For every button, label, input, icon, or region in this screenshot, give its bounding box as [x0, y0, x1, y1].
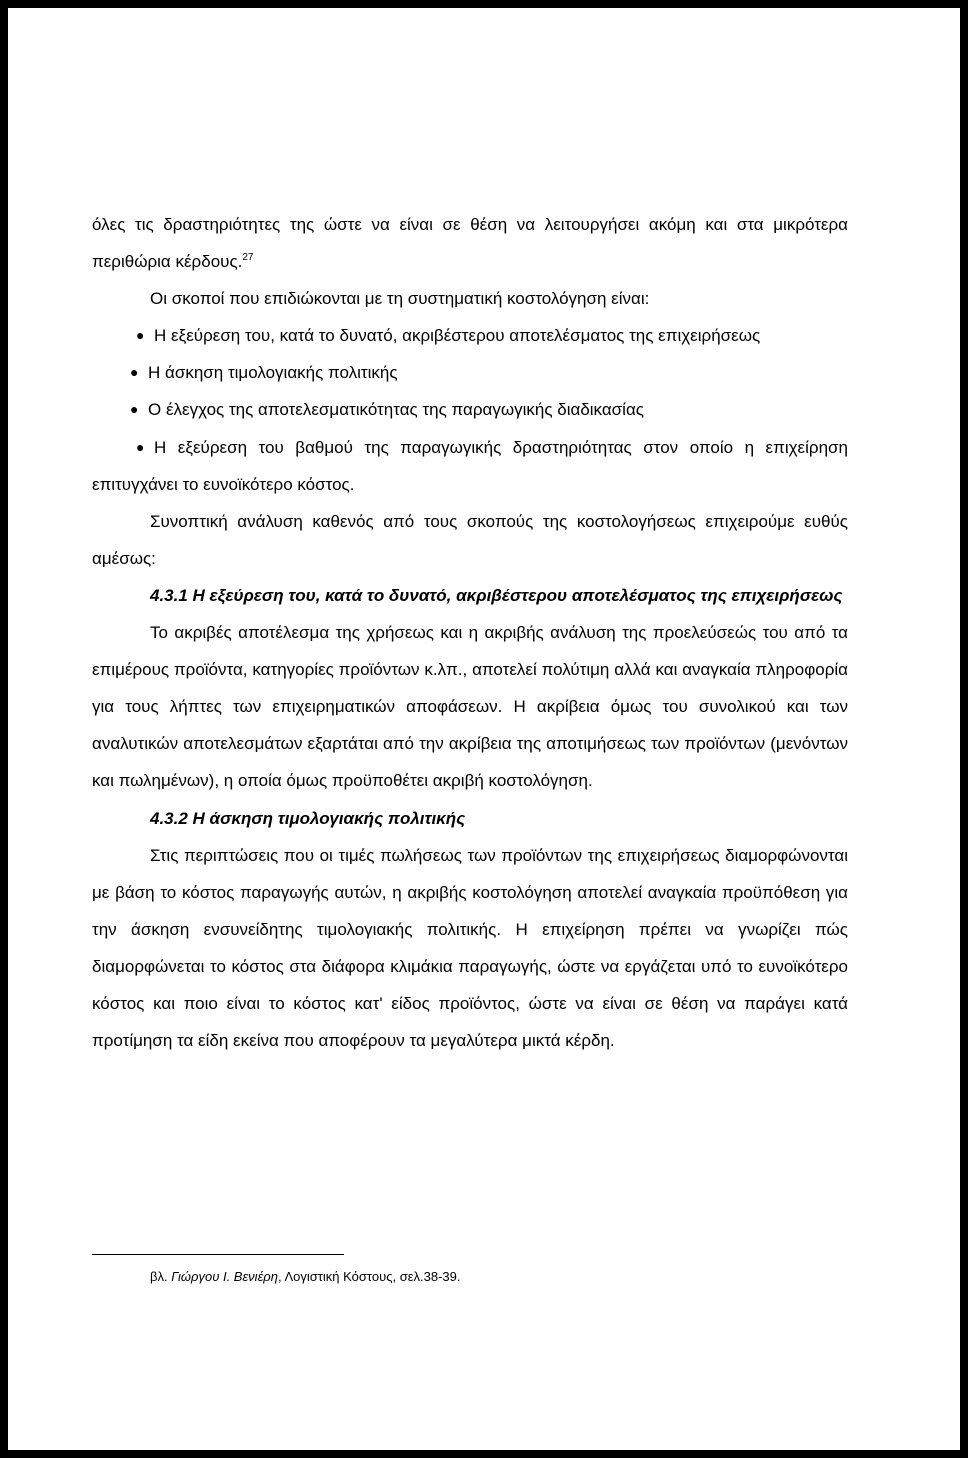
list-item: [130, 391, 848, 428]
paragraph-text: όλες τις δραστηριότητες της ώστε να είναι σε θέση να λειτουργήσει ακόμη και στα μικρότερα περιθώρια κέρδους.: [92, 215, 848, 272]
document-page: [8, 8, 960, 1450]
body-text: [92, 206, 848, 1059]
list-item: [92, 429, 848, 503]
footnote-author: Γιώργου Ι. Βενιέρη: [171, 1269, 278, 1284]
paragraph-summary: Συνοπτική ανάλυση καθενός από τους σκοπούς της κοστολογήσεως επιχειρούμε ευθύς αμέσως:: [92, 511, 848, 568]
bullet-icon: ●: [130, 401, 139, 418]
bullet-icon: ●: [130, 364, 139, 381]
list-item-text: Η εξεύρεση του, κατά το δυνατό, ακριβέστερου αποτελέσματος της επιχειρήσεως: [154, 326, 761, 346]
list-item: [130, 354, 848, 391]
paragraph-intro: Οι σκοποί που επιδιώκονται με τη συστηματική κοστολόγηση είναι:: [150, 289, 650, 309]
footnote-prefix: βλ.: [150, 1269, 172, 1284]
bullet-icon: ●: [136, 438, 145, 455]
list-item-text: Ο έλεγχος της αποτελεσματικότητας της παραγωγικής διαδικασίας: [148, 400, 644, 420]
paragraph: Στις περιπτώσεις που οι τιμές πωλήσεως των προϊόντων της επιχειρήσεως διαμορφώνονται με βάση το κόστος παραγωγής αυτών, η ακριβής κοστολόγηση αποτελεί αναγκαία προϋπόθεση για την άσκηση ενσυνείδητης τιμολογιακής πολιτικής. Η επιχείρηση πρέπει να γνωρίζει πώς διαμορφώνεται το κόστος στα διάφορα κλιμάκια παραγωγής, ώστε να εργάζεται υπό το ευνοϊκότερο κόστος και ποιο είναι το κόστος κατ' είδος προϊόντος, ώστε να είναι σε θέση να παράγει κατά προτίμηση τα είδη εκείνα που αποφέρουν τα μεγαλύτερα μικτά κέρδη.: [92, 845, 848, 1051]
list-item: [92, 317, 848, 354]
footnote-source: , Λογιστική Κόστους, σελ.38-39.: [277, 1269, 461, 1284]
section-heading: 4.3.1 Η εξεύρεση του, κατά το δυνατό, ακριβέστερου αποτελέσματος της επιχειρήσεως: [150, 585, 843, 605]
list-item-text: Η εξεύρεση του βαθμού της παραγωγικής δραστηριότητας στον οποίο η επιχείρηση επιτυγχάνει το ευνοϊκότερο κόστος.: [92, 437, 848, 494]
section-heading: 4.3.2 Η άσκηση τιμολογιακής πολιτικής: [150, 808, 466, 828]
footnote-divider: [92, 1254, 344, 1255]
paragraph: Το ακριβές αποτέλεσμα της χρήσεως και η ακριβής ανάλυση της προελεύσεώς του από τα επιμέρους προϊόντα, κατηγορίες προϊόντων κ.λπ., αποτελεί πολύτιμη αλλά και αναγκαία πληροφορία για τους λήπτες των επιχειρηματικών αποφάσεων. Η ακρίβεια όμως του συνολικού και των αναλυτικών αποτελεσμάτων εξαρτάται από την ακρίβεια της αποτιμήσεως των προϊόντων (μενόντων και πωλημένων), η οποία όμως προϋποθέτει ακριβή κοστολόγηση.: [92, 623, 848, 791]
paragraph-continuation: [92, 206, 848, 280]
list-item-text: Η άσκηση τιμολογιακής πολιτικής: [148, 363, 398, 383]
footnote: [150, 1268, 461, 1286]
bullet-icon: ●: [136, 327, 145, 344]
footnote-ref: 27: [242, 252, 254, 264]
